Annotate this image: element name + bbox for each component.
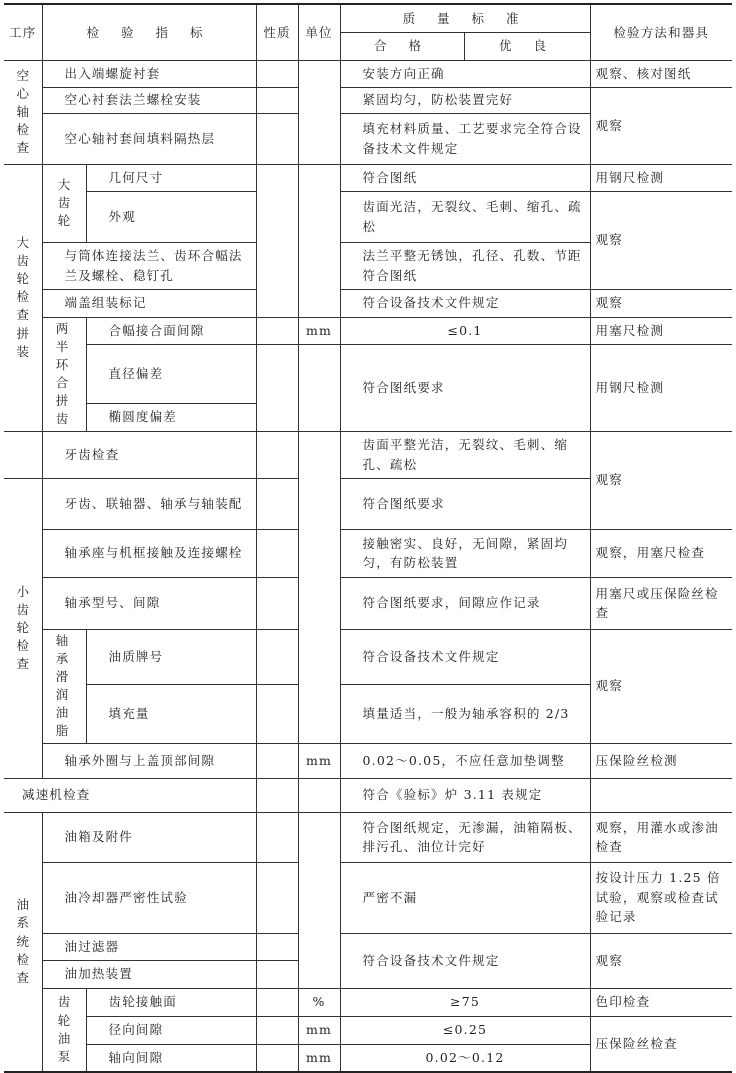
nature-cell: [256, 862, 298, 933]
header-excellent: 优 良: [464, 32, 590, 60]
unit-cell: %: [298, 988, 340, 1016]
nature-cell: [256, 684, 298, 743]
inspection-table-page: [4, 3, 732, 1073]
method-cell: 观察: [590, 289, 732, 317]
standard-cell: 齿面光洁，无裂纹、毛刺、缩孔、疏松: [340, 191, 590, 242]
standard-cell: 严密不漏: [340, 862, 590, 933]
table-row: [4, 431, 732, 478]
table-row: [4, 812, 732, 862]
standard-cell: 符合图纸要求，间隙应作记录: [340, 577, 590, 629]
nature-cell: [256, 577, 298, 629]
item-cell: 与筒体连接法兰、齿环合幅法兰及螺栓、稳钉孔: [42, 242, 256, 289]
table-row: [4, 743, 732, 778]
item-cell: 油箱及附件: [42, 812, 256, 862]
header-nature: 性质: [256, 4, 298, 60]
item-cell: 合幅接合面间隙: [86, 317, 256, 344]
method-cell: 压保险丝检查: [590, 1016, 732, 1072]
method-cell: 观察、核对图纸: [590, 60, 732, 87]
table-row: [4, 60, 732, 87]
standard-cell: ≥75: [340, 988, 590, 1016]
item-cell: 外观: [86, 191, 256, 242]
group-big-gear: 大齿轮: [42, 164, 86, 242]
section-big-gear: 大齿轮检查拼装: [4, 164, 42, 431]
nature-cell: [256, 529, 298, 577]
nature-cell: [256, 778, 298, 812]
standard-cell: 填量适当，一般为轴承容积的 2/3: [340, 684, 590, 743]
standard-cell: 0.02～0.12: [340, 1044, 590, 1072]
item-cell: 牙齿、联轴器、轴承与轴装配: [42, 478, 256, 529]
unit-cell: [298, 60, 340, 164]
header-qualified: 合 格: [340, 32, 464, 60]
method-cell: 压保险丝检测: [590, 743, 732, 778]
nature-cell: [256, 812, 298, 862]
section-reducer: 减速机检查: [4, 778, 256, 812]
table-row: [4, 191, 732, 242]
method-cell: 用塞尺或压保险丝检查: [590, 577, 732, 629]
unit-cell: mm: [298, 1044, 340, 1072]
nature-cell: [256, 317, 298, 344]
standard-cell: 符合设备技术文件规定: [340, 933, 590, 988]
item-cell: 空心轴衬套间填料隔热层: [42, 113, 256, 164]
nature-cell: [256, 960, 298, 988]
nature-cell: [256, 478, 298, 529]
item-cell: 油冷却器严密性试验: [42, 862, 256, 933]
standard-cell: 接触密实、良好，无间隙，紧固均匀，有防松装置: [340, 529, 590, 577]
unit-cell: [298, 164, 340, 317]
group-two-halves: 两半环合拼齿: [42, 317, 86, 431]
standard-cell: ≤0.25: [340, 1016, 590, 1044]
nature-cell: [256, 344, 298, 431]
header-row: [4, 4, 732, 32]
nature-cell: [256, 988, 298, 1016]
nature-cell: [256, 1044, 298, 1072]
nature-cell: [256, 743, 298, 778]
header-quality-standard: 质 量 标 准: [340, 4, 590, 32]
standard-cell: 填充材料质量、工艺要求完全符合设备技术文件规定: [340, 113, 590, 164]
standard-cell: 符合图纸要求: [340, 344, 590, 431]
item-cell: 牙齿检查: [42, 431, 256, 478]
method-cell: [590, 778, 732, 812]
item-cell: 径向间隙: [86, 1016, 256, 1044]
method-cell: 用塞尺检测: [590, 317, 732, 344]
item-cell: 填充量: [86, 684, 256, 743]
standard-cell: ≤0.1: [340, 317, 590, 344]
nature-cell: [256, 431, 298, 478]
nature-cell: [256, 60, 298, 87]
item-cell: 油质牌号: [86, 629, 256, 684]
unit-cell: mm: [298, 743, 340, 778]
nature-cell: [256, 629, 298, 684]
group-gear-oil-pump: 齿轮油泵: [42, 988, 86, 1072]
unit-cell: mm: [298, 1016, 340, 1044]
method-cell: 观察: [590, 933, 732, 988]
item-cell: 出入端螺旋衬套: [42, 60, 256, 87]
standard-cell: 齿面平整光洁，无裂纹、毛刺、缩孔、疏松: [340, 431, 590, 478]
method-cell: 按设计压力 1.25 倍试验，观察或检查试验记录: [590, 862, 732, 933]
standard-cell: 符合图纸规定，无渗漏，油箱隔板、排污孔、油位计完好: [340, 812, 590, 862]
standard-cell: 紧固均匀，防松装置完好: [340, 87, 590, 113]
item-cell: 几何尺寸: [86, 164, 256, 191]
standard-cell: 符合图纸: [340, 164, 590, 191]
item-cell: 轴向间隙: [86, 1044, 256, 1072]
table-row: [4, 87, 732, 113]
method-cell: 观察，用塞尺检查: [590, 529, 732, 577]
standard-cell: 符合设备技术文件规定: [340, 629, 590, 684]
table-row: [4, 577, 732, 629]
table-row: [4, 988, 732, 1016]
unit-cell: [298, 778, 340, 812]
unit-cell: mm: [298, 317, 340, 344]
item-cell: 齿轮接触面: [86, 988, 256, 1016]
table-row: [4, 529, 732, 577]
unit-cell: [298, 812, 340, 988]
header-process: 工序: [4, 4, 42, 60]
group-bearing-grease: 轴承滑润油脂: [42, 629, 86, 743]
table-row: [4, 289, 732, 317]
standard-cell: 安装方向正确: [340, 60, 590, 87]
nature-cell: [256, 164, 298, 317]
nature-cell: [256, 1016, 298, 1044]
method-cell: 用钢尺检测: [590, 164, 732, 191]
unit-cell: [298, 431, 340, 743]
section-hollow-shaft: 空心轴检查: [4, 60, 42, 164]
method-cell: 用钢尺检测: [590, 344, 732, 431]
standard-cell: 0.02～0.05，不应任意加垫调整: [340, 743, 590, 778]
nature-cell: [256, 87, 298, 113]
item-cell: 轴承型号、间隙: [42, 577, 256, 629]
standard-cell: 法兰平整无锈蚀，孔径、孔数、节距符合图纸: [340, 242, 590, 289]
item-cell: 直径偏差: [86, 344, 256, 403]
table-row: [4, 933, 732, 960]
standard-cell: 符合《验标》炉 3.11 表规定: [340, 778, 590, 812]
method-cell: 观察，用灌水或渗油检查: [590, 812, 732, 862]
item-cell: 油过滤器: [42, 933, 256, 960]
item-cell: 轴承座与机框接触及连接螺栓: [42, 529, 256, 577]
standard-cell: 符合设备技术文件规定: [340, 289, 590, 317]
table-row: [4, 164, 732, 191]
standard-cell: 符合图纸要求: [340, 478, 590, 529]
table-row: [4, 629, 732, 684]
header-indicator: 检 验 指 标: [42, 4, 256, 60]
nature-cell: [256, 933, 298, 960]
item-cell: 油加热装置: [42, 960, 256, 988]
method-cell: 观察: [590, 431, 732, 529]
method-cell: 观察: [590, 87, 732, 164]
inspection-standard-table: [4, 3, 732, 1073]
item-cell: 椭圆度偏差: [86, 403, 256, 431]
item-cell: 端盖组装标记: [42, 289, 256, 317]
method-cell: 观察: [590, 629, 732, 743]
table-row: [4, 778, 732, 812]
header-unit: 单位: [298, 4, 340, 60]
method-cell: 色印检查: [590, 988, 732, 1016]
item-cell: 空心衬套法兰螺栓安装: [42, 87, 256, 113]
section-small-gear: 小齿轮检查: [4, 478, 42, 778]
nature-cell: [256, 113, 298, 164]
section-blank-cell: [4, 431, 42, 478]
item-cell: 轴承外圈与上盖顶部间隙: [42, 743, 256, 778]
table-row: [4, 862, 732, 933]
section-oil-system: 油系统检查: [4, 812, 42, 1072]
header-method: 检验方法和器具: [590, 4, 732, 60]
table-row: [4, 344, 732, 403]
unit-cell: [298, 344, 340, 431]
table-row: [4, 1016, 732, 1044]
table-row: [4, 317, 732, 344]
method-cell: 观察: [590, 191, 732, 289]
